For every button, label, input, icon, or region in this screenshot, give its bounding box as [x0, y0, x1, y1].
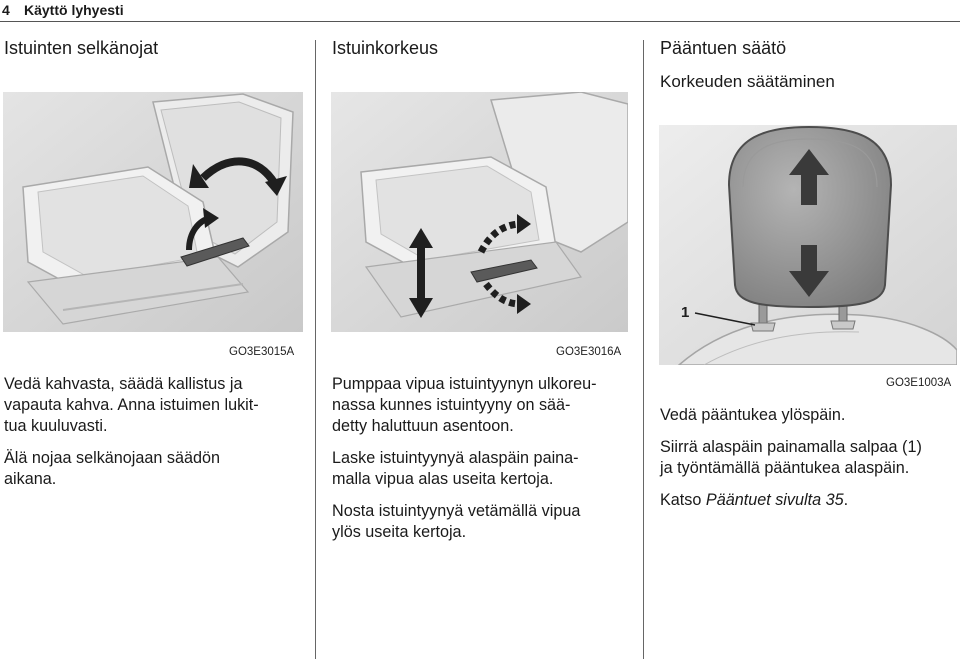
headrest-figure — [659, 125, 957, 365]
paragraph — [4, 448, 304, 490]
figure-code-2: GO3E3016A — [556, 346, 622, 358]
text-line: Siirrä alaspäin painamalla salpaa (1) — [660, 438, 922, 456]
text-line: Vedä pääntukea ylöspäin. — [660, 406, 846, 424]
section-title: Käyttö lyhyesti — [24, 2, 124, 18]
column-divider-2 — [643, 40, 644, 659]
see-also-suffix: . — [843, 491, 849, 509]
paragraph — [660, 490, 960, 511]
paragraph — [332, 374, 632, 437]
headrest-heading: Pääntuen säätö — [660, 38, 787, 58]
paragraph — [4, 374, 304, 437]
seat-height-illustration — [331, 92, 628, 332]
seat-backrest-figure — [3, 92, 303, 332]
text-line: ylös useita kertoja. — [332, 523, 467, 541]
paragraph — [660, 405, 960, 426]
callout-1: 1 — [681, 304, 690, 321]
seat-backrest-heading: Istuinten selkänojat — [4, 38, 159, 58]
text-line: tua kuuluvasti. — [4, 417, 108, 435]
paragraph — [332, 501, 632, 543]
text-line: aikana. — [4, 470, 57, 488]
seat-backrest-illustration — [3, 92, 303, 332]
text-line: vapauta kahva. Anna istuimen lukit- — [4, 396, 259, 414]
text-line: ja työntämällä pääntukea alaspäin. — [660, 459, 910, 477]
figure-code-1: GO3E3015A — [229, 346, 295, 358]
seat-height-figure — [331, 92, 628, 332]
page-number: 4 — [2, 2, 10, 18]
headrest-text — [660, 405, 960, 522]
text-line: Laske istuintyynyä alaspäin paina- — [332, 449, 579, 467]
column-divider-1 — [315, 40, 316, 659]
text-line: detty haluttuun asentoon. — [332, 417, 514, 435]
header-rule — [0, 21, 960, 22]
text-line: nassa kunnes istuintyyny on sää- — [332, 396, 571, 414]
text-line: Pumppaa vipua istuintyynyn ulkoreu- — [332, 375, 597, 393]
see-also-prefix: Katso — [660, 491, 706, 509]
seat-backrest-text — [4, 374, 304, 501]
paragraph — [332, 448, 632, 490]
text-line — [660, 490, 960, 511]
figure-code-3: GO3E1003A — [886, 377, 952, 389]
text-line: malla vipua alas useita kertoja. — [332, 470, 554, 488]
headrest-subheading: Korkeuden säätäminen — [660, 72, 835, 91]
headrest-illustration — [659, 125, 957, 365]
text-line: Älä nojaa selkänojaan säädön — [4, 449, 221, 467]
paragraph — [660, 437, 960, 479]
text-line: Vedä kahvasta, säädä kallistus ja — [4, 375, 243, 393]
seat-height-text — [332, 374, 632, 554]
see-also-link[interactable]: Pääntuet sivulta 35 — [705, 491, 844, 509]
seat-height-heading: Istuinkorkeus — [332, 38, 439, 58]
page-header — [0, 0, 960, 22]
text-line: Nosta istuintyynyä vetämällä vipua — [332, 502, 581, 520]
